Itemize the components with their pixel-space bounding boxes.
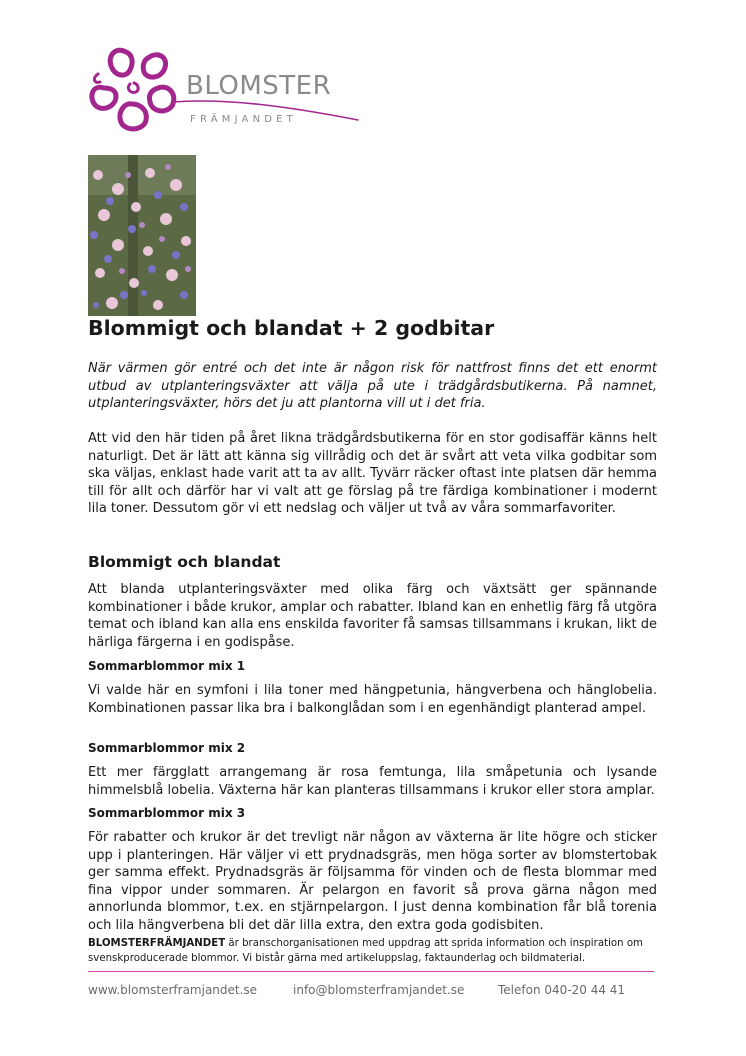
footer-divider bbox=[88, 971, 654, 972]
brand-name: BLOMSTER bbox=[186, 71, 332, 101]
section-heading: Blommigt och blandat bbox=[88, 553, 281, 571]
section-paragraph: Att blanda utplanteringsväxter med olika färg och växtsätt ger spännande kombinationer i både krukor, amplar och rabatter. Ibland kan en enhetlig färg få utgöra temat och ibland kan alla ens enskilda favoriter få samsas tillsammans i krukan, likt de härliga färgerna i en godispåse. bbox=[88, 582, 657, 650]
mix-3-text: För rabatter och krukor är det trevligt när någon av växterna är lite högre och sticker upp i planteringen. Här väljer vi ett prydnadsgräs, men höga sorter av blomstertobak ger samma effekt. Prydnadsgräs är följsamma för vinden och de flesta blommar med fina vippor under sommaren. Är pelargon en favorit så prova gärna någon med annorlunda blommor, t.ex. en stjärnpelargon. I just denna kombination får blå torenia och lila hängverbena bli det där lilla extra, den extra goda godisbiten. bbox=[88, 830, 657, 933]
brand-subtitle: FRÄMJANDET bbox=[190, 114, 297, 125]
website-link[interactable]: www.blomsterframjandet.se bbox=[88, 983, 258, 997]
mix-1-heading: Sommarblommor mix 1 bbox=[88, 659, 246, 673]
mix-1-text: Vi valde här en symfoni i lila toner med hängpetunia, hängverbena och hänglobelia. Kombinationen passar lika bra i balkonglådan som i en egenhändigt planterad ampel. bbox=[88, 683, 657, 716]
phone-number: Telefon 040-20 44 41 bbox=[498, 983, 626, 997]
footer-note bbox=[88, 937, 657, 966]
mix-2-text: Ett mer färgglatt arrangemang är rosa femtunga, lila småpetunia och lysande himmelsblå lobelia. Växterna här kan planteras tillsammans i krukor eller stora amplar. bbox=[88, 765, 657, 798]
flower-basket-photo bbox=[88, 155, 196, 316]
mix-2-heading: Sommarblommor mix 2 bbox=[88, 741, 246, 755]
article-title: Blommigt och blandat + 2 godbitar bbox=[88, 316, 495, 340]
email-link[interactable]: info@blomsterframjandet.se bbox=[293, 983, 465, 997]
mix-3-heading: Sommarblommor mix 3 bbox=[88, 806, 246, 820]
article-paragraph: Att vid den här tiden på året likna trädgårdsbutikerna för en stor godisaffär känns helt naturligt. Det är lätt att känna sig villrådig och det är svårt att veta vilka godbitar som ska väljas, enklast hade varit att ta av allt. Tyvärr räcker oftast inte platsen där hemma till för allt och därför har vi valt att ge förslag på tre färdiga kombinationer i modernt lila toner. Dessutom gör vi ett nedslag och väljer ut två av våra sommarfavoriter. bbox=[88, 431, 657, 516]
article-intro: När värmen gör entré och det inte är någon risk för nattfrost finns det ett enormt utbud av utplanteringsväxter att välja på ute i trädgårdsbutikerna. På namnet, utplanteringsväxter, hörs det ju att plantorna vill ut i det fria. bbox=[88, 361, 657, 411]
footer-org-text: är branschorganisationen med uppdrag att sprida information och inspiration om svenskproducerade blommor. Vi bistår gärna med artikeluppslag, faktaunderlag och bildmaterial. bbox=[88, 938, 643, 964]
footer-org-name: BLOMSTERFRÄMJANDET bbox=[88, 938, 226, 949]
